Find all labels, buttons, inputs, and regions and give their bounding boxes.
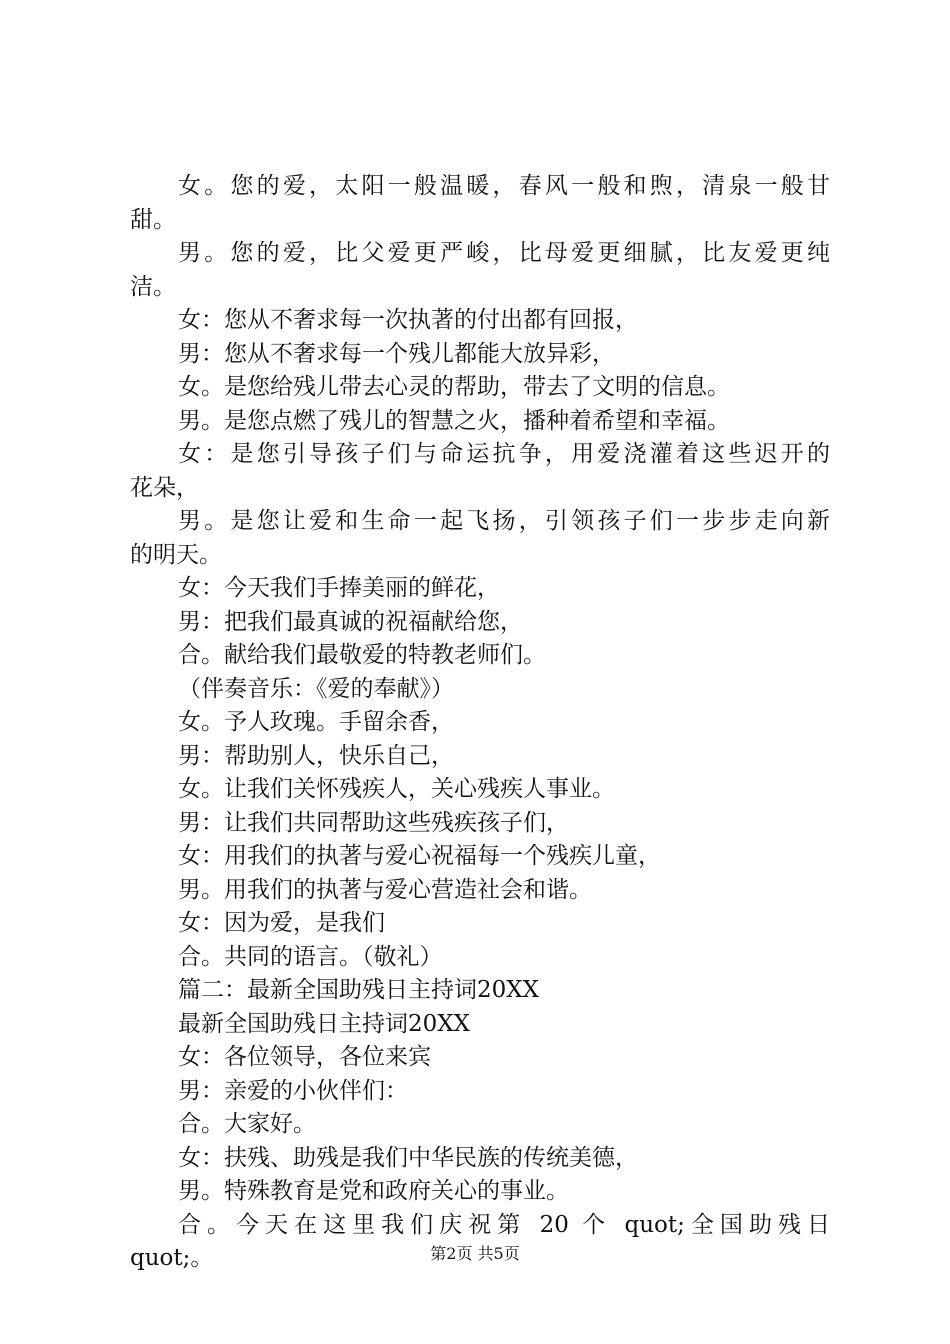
text-line: 男。您的爱，比父爱更严峻，比母爱更细腻，比友爱更纯 [178,240,830,266]
text-line: 女：因为爱，是我们 [178,910,385,936]
text-line: quot;。 [130,1245,214,1271]
text-line: 合。共同的语言。（敬礼） [178,943,443,970]
text-line: 男。是您点燃了残儿的智慧之火，播种着希望和幸福。 [178,407,730,434]
text-line: 女。是您给残儿带去心灵的帮助，带去了文明的信息。 [178,374,730,400]
text-line: 女：各位领导，各位来宾 [178,1044,431,1070]
text-line: 男：您从不奢求每一个残儿都能大放异彩， [178,340,615,367]
text-line: 男。用我们的执著与爱心营造社会和谐。 [178,876,592,903]
text-line: 男：让我们共同帮助这些残疾孩子们， [178,809,569,836]
text-line: 的明天。 [130,541,222,568]
text-line: 篇二：最新全国助残日主持词20XX [178,977,540,1003]
text-line: 女：扶残、助残是我们中华民族的传统美德， [178,1144,638,1171]
text-line: 合。献给我们最敬爱的特教老师们。 [178,642,546,668]
text-line: 男。特殊教育是党和政府关心的事业。 [178,1178,569,1204]
text-line: 女：是您引导孩子们与命运抗争，用爱浇灌着这些迟开的 [178,441,830,467]
text-line: 男：帮助别人，快乐自己， [178,742,454,769]
text-line: 甜。 [130,206,176,233]
text-line: 合。今天在这里我们庆祝第 20 个 quot;全国助残日 [178,1211,830,1238]
text-line: 女。予人玫瑰。手留余香， [178,709,454,735]
text-line: 女：今天我们手捧美丽的鲜花， [178,575,500,601]
page-number-footer: 第2页 共5页 [430,1244,520,1263]
text-line: 洁。 [130,273,176,300]
text-line: 女。您的爱，太阳一般温暖，春风一般和煦，清泉一般甘 [178,173,830,199]
text-line: 合。大家好。 [178,1111,316,1137]
document-body [130,170,830,1276]
text-line: 女：用我们的执著与爱心祝福每一个残疾儿童， [178,843,661,869]
text-line: 男：把我们最真诚的祝福献给您， [178,608,523,635]
text-line: （伴奏音乐：《爱的奉献》） [178,675,454,702]
text-line: 女。让我们关怀残疾人，关心残疾人事业。 [178,776,615,802]
text-line: 男：亲爱的小伙伴们： [178,1077,408,1104]
text-line: 最新全国助残日主持词20XX [178,1010,471,1037]
text-line: 花朵， [130,474,199,501]
text-line: 男。是您让爱和生命一起飞扬，引领孩子们一步步走向新 [178,508,830,534]
text-line: 女：您从不奢求每一次执著的付出都有回报， [178,307,638,333]
